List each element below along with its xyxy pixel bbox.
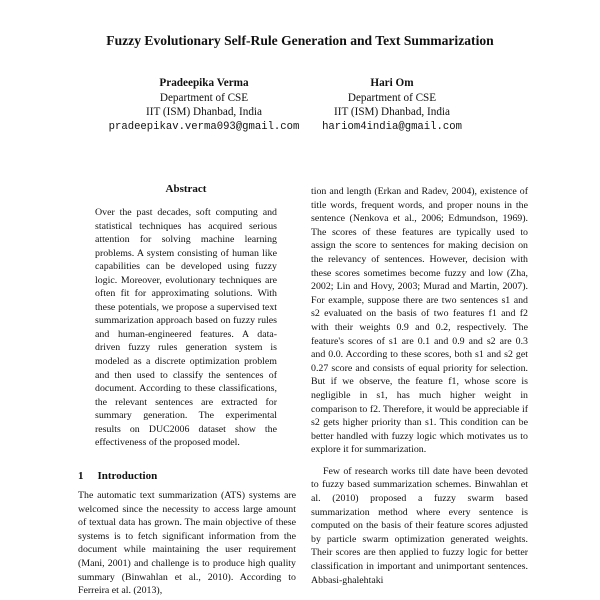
author-block-1 bbox=[95, 76, 313, 134]
author-department: Department of CSE bbox=[347, 91, 437, 104]
paper-title: Fuzzy Evolutionary Self-Rule Generation and Text Summarization bbox=[106, 33, 494, 48]
abstract-heading: Abstract bbox=[165, 183, 207, 195]
author-affiliation: IIT (ISM) Dhanbad, India bbox=[146, 106, 262, 119]
introduction-text: The automatic text summarization (ATS) systems are welcomed since the necessity to access large amount of textual data has grown. The main objective of these systems is to fetch significant information from the document while maintaining the user requirement (Mani, 2001) and challenge is to produce high quality summary (Binwahlan et al., 2010). According to Ferreira et al. (2013), bbox=[78, 490, 296, 597]
author-affiliation: IIT (ISM) Dhanbad, India bbox=[334, 106, 450, 119]
author-email: pradeepikav.verma093@gmail.com bbox=[108, 120, 300, 133]
introduction-heading bbox=[78, 470, 171, 482]
right-column-paragraph-1: tion and length (Erkan and Radev, 2004), existence of title words, frequent words, and proper nouns in the sentence (Nenkova et al., 2006; Edmundson, 1969). The scores of these features are typically used to assign the score to sentences for making decision on the relevancy of sentences. However, decision with these scores sometimes become fuzzy and low (Zha, 2002; Lin and Hovy, 2003; Murad and Martin, 2007). For example, suppose there are two sentences s1 and s2 evaluated on the basis of two features f1 and f2 with their weights 0.9 and 0.2, respectively. The feature's scores of s1 are 0.1 and 0.9 and s2 are 0.3 and 0.0. According to these scores, both s1 and s2 get 0.27 score and consists of equal priority for selection. But if we observe, the feature f1, whose score is negligible in s1, has much higher weight in comparison to f2. Therefore, it would be appreciable if s2 gets higher priority than s1. This condition can be better handled with fuzzy logic which motivates us to explore it for summarization. bbox=[311, 186, 528, 456]
abstract-text: Over the past decades, soft computing and statistical techniques has acquired serious attention for solving machine learning problems. A system consisting of human like capabilities can be developed using fuzzy logic. Moreover, evolutionary techniques are often fit for approximating solutions. With these potentials, we propose a supervised text summarization approach based on fuzzy rules and human-engineered features. A data-driven fuzzy rules generation system is modeled as a discrete optimization problem and then used to classify the sentences of document. According to these classifications, the relevant sentences are extracted for summary generation. The experimental results on DUC2006 dataset show the effectiveness of the proposed model. bbox=[95, 207, 277, 449]
author-email: hariom4india@gmail.com bbox=[322, 120, 462, 133]
section-title: Introduction bbox=[97, 470, 158, 482]
right-column-paragraph-2: Few of research works till date have been devoted to fuzzy based summarization schemes. Binwahlan et al. (2010) proposed a fuzzy swarm based summarization method where every sentence is computed on the basis of their feature scores adjusted by particle swarm optimization generated weights. Their scores are then applied to fuzzy logic for better classification in important and unimportant sentences. Abbasi-ghalehtaki bbox=[311, 465, 528, 586]
author-name: Hari Om bbox=[370, 77, 414, 89]
section-number: 1 bbox=[78, 470, 84, 482]
author-name: Pradeepika Verma bbox=[159, 77, 249, 89]
author-block-2 bbox=[318, 76, 466, 134]
right-column bbox=[311, 185, 528, 587]
author-department: Department of CSE bbox=[159, 91, 249, 104]
